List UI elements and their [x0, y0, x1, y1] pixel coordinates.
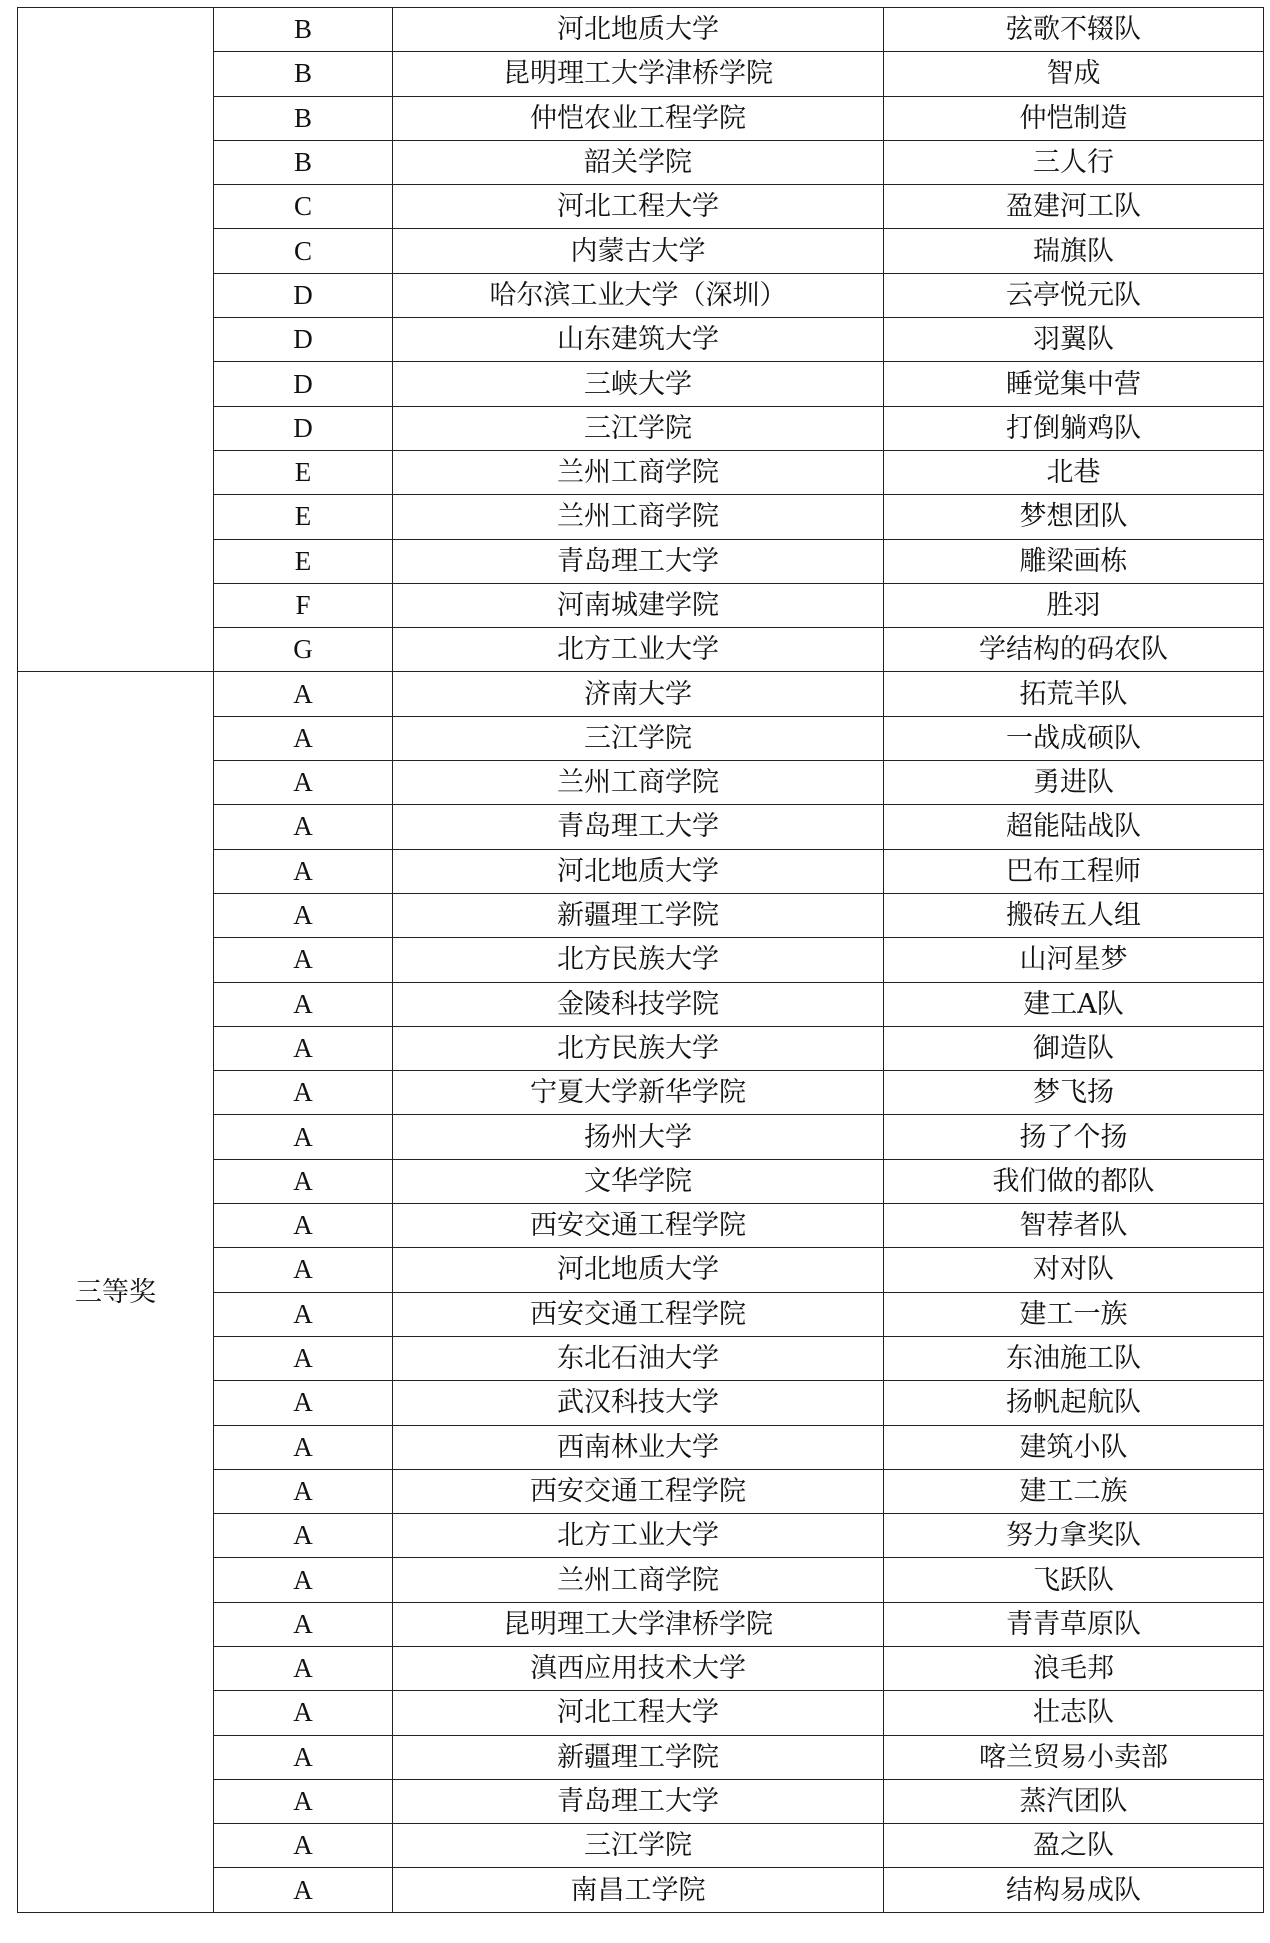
- group-cell: A: [214, 1204, 393, 1248]
- school-cell: 河南城建学院: [393, 583, 884, 627]
- team-cell: 扬了个扬: [884, 1115, 1264, 1159]
- school-cell: 西南林业大学: [393, 1425, 884, 1469]
- team-cell: 云亭悦元队: [884, 273, 1264, 317]
- team-cell: 努力拿奖队: [884, 1514, 1264, 1558]
- team-cell: 瑞旗队: [884, 229, 1264, 273]
- school-cell: 哈尔滨工业大学（深圳）: [393, 273, 884, 317]
- school-cell: 文华学院: [393, 1159, 884, 1203]
- group-cell: A: [214, 849, 393, 893]
- school-cell: 新疆理工学院: [393, 1735, 884, 1779]
- group-cell: B: [214, 52, 393, 96]
- team-cell: 智成: [884, 52, 1264, 96]
- school-cell: 青岛理工大学: [393, 805, 884, 849]
- group-cell: A: [214, 1646, 393, 1690]
- group-cell: C: [214, 229, 393, 273]
- school-cell: 三江学院: [393, 1824, 884, 1868]
- team-cell: 山河星梦: [884, 938, 1264, 982]
- team-cell: 扬帆起航队: [884, 1381, 1264, 1425]
- group-cell: E: [214, 539, 393, 583]
- team-cell: 青青草原队: [884, 1602, 1264, 1646]
- school-cell: 昆明理工大学津桥学院: [393, 1602, 884, 1646]
- team-cell: 学结构的码农队: [884, 628, 1264, 672]
- team-cell: 三人行: [884, 140, 1264, 184]
- group-cell: A: [214, 1336, 393, 1380]
- school-cell: 三峡大学: [393, 362, 884, 406]
- team-cell: 东油施工队: [884, 1336, 1264, 1380]
- group-cell: G: [214, 628, 393, 672]
- group-cell: A: [214, 1691, 393, 1735]
- team-cell: 拓荒羊队: [884, 672, 1264, 716]
- team-cell: 喀兰贸易小卖部: [884, 1735, 1264, 1779]
- group-cell: E: [214, 450, 393, 494]
- group-cell: A: [214, 716, 393, 760]
- team-cell: 智荐者队: [884, 1204, 1264, 1248]
- table-row: [18, 672, 1264, 716]
- group-cell: A: [214, 1115, 393, 1159]
- group-cell: A: [214, 1602, 393, 1646]
- group-cell: A: [214, 1868, 393, 1912]
- school-cell: 西安交通工程学院: [393, 1292, 884, 1336]
- school-cell: 东北石油大学: [393, 1336, 884, 1380]
- team-cell: 羽翼队: [884, 318, 1264, 362]
- school-cell: 新疆理工学院: [393, 893, 884, 937]
- team-cell: 结构易成队: [884, 1868, 1264, 1912]
- group-cell: A: [214, 805, 393, 849]
- team-cell: 我们做的都队: [884, 1159, 1264, 1203]
- team-cell: 打倒躺鸡队: [884, 406, 1264, 450]
- team-cell: 建筑小队: [884, 1425, 1264, 1469]
- award-level-cell: 三等奖: [18, 672, 214, 1912]
- awards-table-body: [18, 8, 1264, 1913]
- school-cell: 西安交通工程学院: [393, 1204, 884, 1248]
- group-cell: A: [214, 1558, 393, 1602]
- school-cell: 山东建筑大学: [393, 318, 884, 362]
- team-cell: 飞跃队: [884, 1558, 1264, 1602]
- group-cell: D: [214, 273, 393, 317]
- group-cell: A: [214, 893, 393, 937]
- group-cell: A: [214, 1824, 393, 1868]
- school-cell: 金陵科技学院: [393, 982, 884, 1026]
- team-cell: 壮志队: [884, 1691, 1264, 1735]
- group-cell: E: [214, 495, 393, 539]
- school-cell: 南昌工学院: [393, 1868, 884, 1912]
- school-cell: 北方工业大学: [393, 1514, 884, 1558]
- group-cell: A: [214, 1735, 393, 1779]
- team-cell: 胜羽: [884, 583, 1264, 627]
- school-cell: 北方民族大学: [393, 938, 884, 982]
- group-cell: A: [214, 1779, 393, 1823]
- team-cell: 超能陆战队: [884, 805, 1264, 849]
- group-cell: C: [214, 185, 393, 229]
- school-cell: 兰州工商学院: [393, 450, 884, 494]
- team-cell: 蒸汽团队: [884, 1779, 1264, 1823]
- group-cell: B: [214, 140, 393, 184]
- award-level-cell: [18, 8, 214, 672]
- school-cell: 宁夏大学新华学院: [393, 1071, 884, 1115]
- team-cell: 勇进队: [884, 761, 1264, 805]
- group-cell: D: [214, 362, 393, 406]
- school-cell: 三江学院: [393, 716, 884, 760]
- group-cell: A: [214, 1425, 393, 1469]
- team-cell: 对对队: [884, 1248, 1264, 1292]
- group-cell: B: [214, 8, 393, 52]
- group-cell: A: [214, 672, 393, 716]
- school-cell: 韶关学院: [393, 140, 884, 184]
- team-cell: 浪毛邦: [884, 1646, 1264, 1690]
- table-row: [18, 8, 1264, 52]
- team-cell: 搬砖五人组: [884, 893, 1264, 937]
- school-cell: 河北工程大学: [393, 1691, 884, 1735]
- school-cell: 仲恺农业工程学院: [393, 96, 884, 140]
- team-cell: 巴布工程师: [884, 849, 1264, 893]
- school-cell: 滇西应用技术大学: [393, 1646, 884, 1690]
- group-cell: A: [214, 1159, 393, 1203]
- school-cell: 北方工业大学: [393, 628, 884, 672]
- team-cell: 御造队: [884, 1026, 1264, 1070]
- school-cell: 三江学院: [393, 406, 884, 450]
- group-cell: A: [214, 1381, 393, 1425]
- team-cell: 建工二族: [884, 1469, 1264, 1513]
- school-cell: 青岛理工大学: [393, 1779, 884, 1823]
- group-cell: A: [214, 938, 393, 982]
- team-cell: 梦想团队: [884, 495, 1264, 539]
- group-cell: A: [214, 982, 393, 1026]
- school-cell: 兰州工商学院: [393, 1558, 884, 1602]
- team-cell: 梦飞扬: [884, 1071, 1264, 1115]
- school-cell: 西安交通工程学院: [393, 1469, 884, 1513]
- team-cell: 盈建河工队: [884, 185, 1264, 229]
- school-cell: 河北地质大学: [393, 1248, 884, 1292]
- group-cell: F: [214, 583, 393, 627]
- school-cell: 河北工程大学: [393, 185, 884, 229]
- school-cell: 兰州工商学院: [393, 761, 884, 805]
- team-cell: 盈之队: [884, 1824, 1264, 1868]
- team-cell: 雕梁画栋: [884, 539, 1264, 583]
- team-cell: 北巷: [884, 450, 1264, 494]
- school-cell: 昆明理工大学津桥学院: [393, 52, 884, 96]
- school-cell: 济南大学: [393, 672, 884, 716]
- school-cell: 青岛理工大学: [393, 539, 884, 583]
- team-cell: 仲恺制造: [884, 96, 1264, 140]
- group-cell: A: [214, 1469, 393, 1513]
- group-cell: D: [214, 318, 393, 362]
- team-cell: 一战成硕队: [884, 716, 1264, 760]
- school-cell: 河北地质大学: [393, 8, 884, 52]
- group-cell: A: [214, 1248, 393, 1292]
- group-cell: A: [214, 1292, 393, 1336]
- awards-table: [17, 7, 1264, 1913]
- school-cell: 河北地质大学: [393, 849, 884, 893]
- group-cell: A: [214, 1071, 393, 1115]
- group-cell: A: [214, 1514, 393, 1558]
- group-cell: A: [214, 1026, 393, 1070]
- group-cell: D: [214, 406, 393, 450]
- group-cell: A: [214, 761, 393, 805]
- team-cell: 睡觉集中营: [884, 362, 1264, 406]
- group-cell: B: [214, 96, 393, 140]
- team-cell: 建工一族: [884, 1292, 1264, 1336]
- school-cell: 内蒙古大学: [393, 229, 884, 273]
- team-cell: 建工A队: [884, 982, 1264, 1026]
- team-cell: 弦歌不辍队: [884, 8, 1264, 52]
- school-cell: 兰州工商学院: [393, 495, 884, 539]
- school-cell: 北方民族大学: [393, 1026, 884, 1070]
- school-cell: 扬州大学: [393, 1115, 884, 1159]
- school-cell: 武汉科技大学: [393, 1381, 884, 1425]
